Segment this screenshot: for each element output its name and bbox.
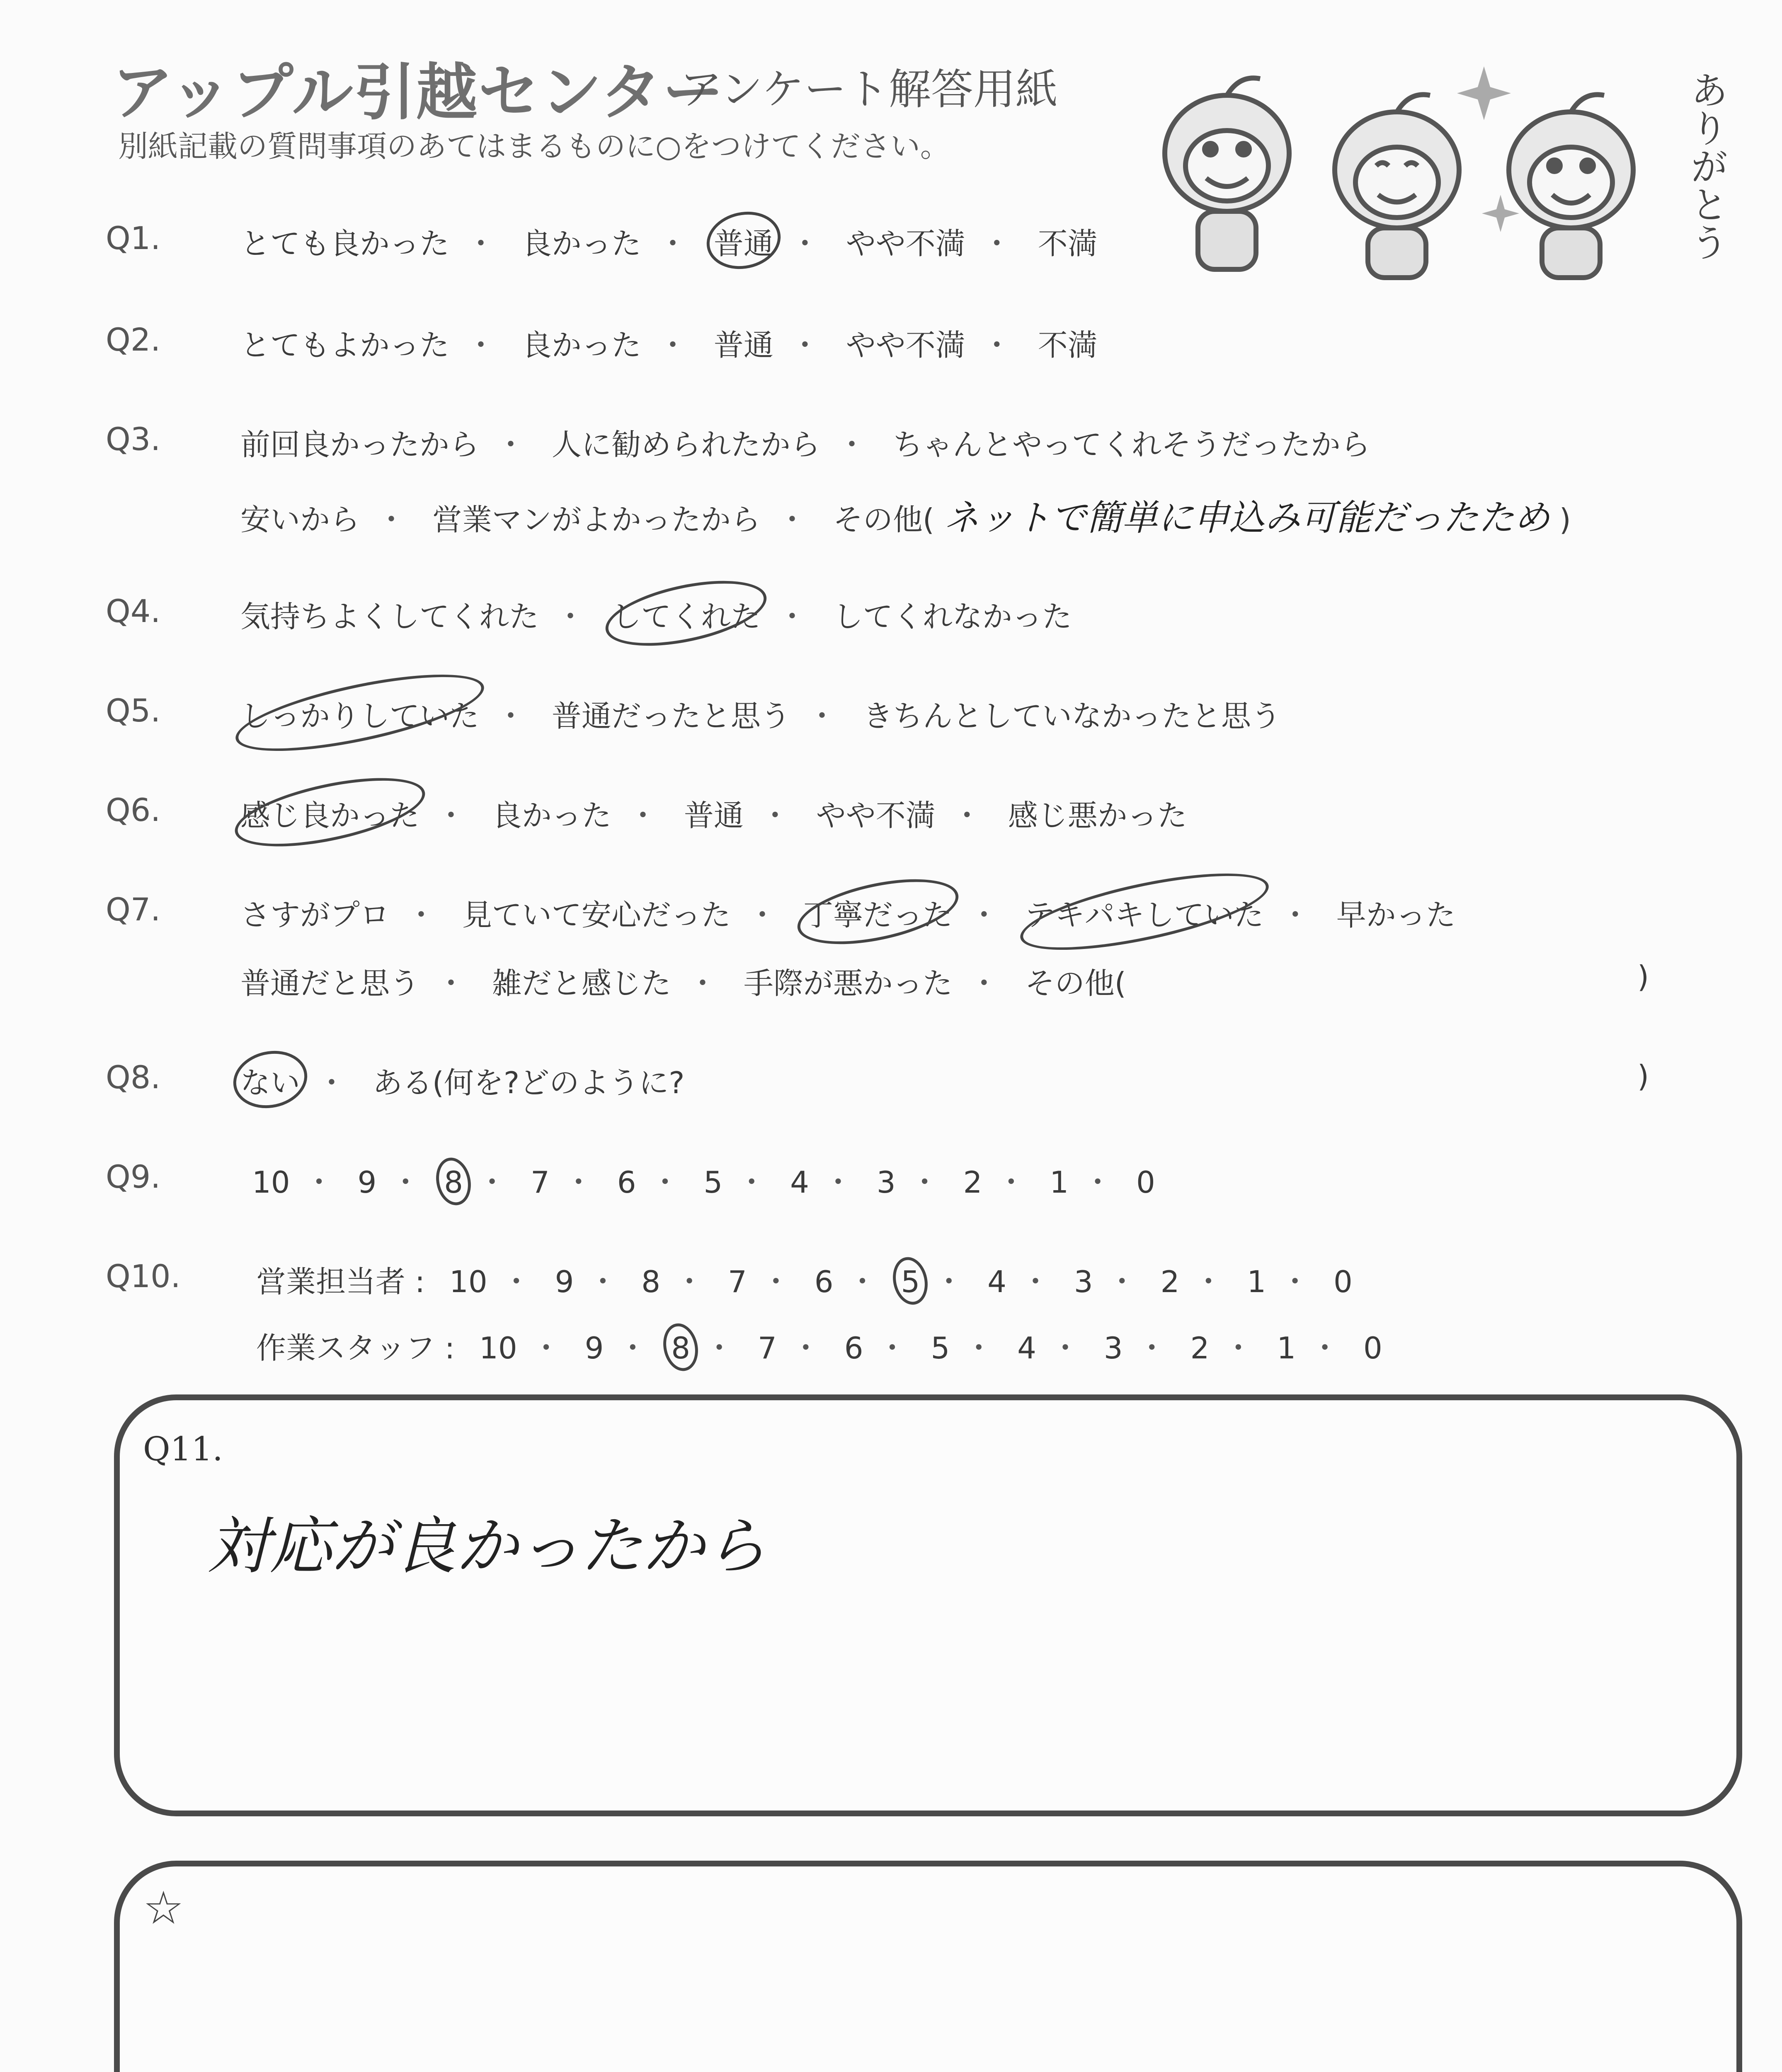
q6-options: 感じ良かった ・ 良かった ・ 普通 ・ やや不満 ・ 感じ悪かった xyxy=(240,792,1187,835)
q9-score-4[interactable]: 4 xyxy=(790,1165,809,1200)
q6-option-2[interactable]: 良かった xyxy=(492,798,611,833)
q5-label: Q5. xyxy=(106,692,161,729)
q10-staff-3[interactable]: 3 xyxy=(1103,1331,1123,1365)
q8-options: ない ・ ある(何を?どのように? xyxy=(240,1059,684,1102)
q11-answer[interactable]: 対応が良かったから xyxy=(207,1510,767,1583)
q10-sales-8[interactable]: 8 xyxy=(641,1264,661,1299)
q8-option-1-selected[interactable]: ない xyxy=(240,1059,300,1102)
q10-sales-label: 営業担当者 : xyxy=(256,1264,425,1299)
q9-score-3[interactable]: 3 xyxy=(876,1165,896,1200)
q9-score-1[interactable]: 1 xyxy=(1050,1165,1069,1200)
q9-label: Q9. xyxy=(106,1158,161,1195)
q4-option-1[interactable]: 気持ちよくしてくれた xyxy=(240,599,539,634)
q9-score-2[interactable]: 2 xyxy=(963,1165,982,1200)
q7-label: Q7. xyxy=(106,891,161,928)
q2-option-2[interactable]: 良かった xyxy=(521,328,641,363)
q7-other-close: ) xyxy=(1637,959,1649,994)
q4-label: Q4. xyxy=(106,593,161,629)
q2-option-1[interactable]: とてもよかった xyxy=(240,328,450,363)
q3-other-close: ) xyxy=(1559,502,1571,537)
q2-label: Q2. xyxy=(106,321,161,358)
q3-option-2[interactable]: 人に勧められたから xyxy=(551,427,820,462)
q2-option-5[interactable]: 不満 xyxy=(1038,328,1098,363)
q3-option-4[interactable]: 安いから xyxy=(240,502,360,537)
q7-option-4-selected[interactable]: テキパキしていた xyxy=(1025,891,1264,934)
q10-sales-6[interactable]: 6 xyxy=(814,1264,834,1299)
q10-sales-2[interactable]: 2 xyxy=(1160,1264,1180,1299)
q1-option-1[interactable]: とても良かった xyxy=(240,226,450,261)
q9-score-10[interactable]: 10 xyxy=(252,1165,290,1200)
q3-other-answer[interactable]: ネットで簡単に申込み可能だったため xyxy=(943,497,1550,539)
q10-staff-4[interactable]: 4 xyxy=(1017,1331,1036,1365)
q10-staff-scale: 作業スタッフ : 10 ・ 9 ・ 8 ・ 7 ・ 6 ・ 5 ・ 4 ・ 3 ・ 2 ・ 1 ・ 0 xyxy=(249,1324,1390,1367)
q10-sales-9[interactable]: 9 xyxy=(555,1264,574,1299)
q7-option-2[interactable]: 見ていて安心だった xyxy=(462,898,731,932)
q1-label: Q1. xyxy=(106,220,161,257)
q3-option-1[interactable]: 前回良かったから xyxy=(240,427,480,462)
q7-option-3-selected[interactable]: 丁寧だった xyxy=(803,891,953,934)
q6-option-3[interactable]: 普通 xyxy=(684,798,744,833)
q10-staff-0[interactable]: 0 xyxy=(1363,1331,1382,1365)
q6-label: Q6. xyxy=(106,792,161,828)
instruction-text: 別紙記載の質問事項のあてはまるものに○をつけてください。 xyxy=(118,129,950,164)
q3-option-5[interactable]: 営業マンがよかったから xyxy=(432,502,761,537)
q4-option-2-selected[interactable]: してくれた xyxy=(611,593,761,636)
q10-sales-3[interactable]: 3 xyxy=(1074,1264,1093,1299)
q3-option-3[interactable]: ちゃんとやってくれそうだったから xyxy=(892,427,1370,462)
form-title: アンケート解答用紙 xyxy=(680,65,1058,114)
q10-sales-5-selected[interactable]: 5 xyxy=(901,1264,920,1299)
q6-option-1-selected[interactable]: 感じ良かった xyxy=(240,792,419,835)
q7-option-8[interactable]: 手際が悪かった xyxy=(743,966,953,1001)
q1-option-3-selected[interactable]: 普通 xyxy=(714,220,773,263)
q10-staff-label: 作業スタッフ : xyxy=(256,1331,455,1365)
q10-sales-7[interactable]: 7 xyxy=(728,1264,747,1299)
q7-options-line1: さすがプロ ・ 見ていて安心だった ・ 丁寧だった ・ テキパキしていた ・ 早かった xyxy=(240,891,1456,934)
q10-sales-4[interactable]: 4 xyxy=(987,1264,1006,1299)
q10-staff-10[interactable]: 10 xyxy=(479,1331,517,1365)
mascot-monkeys-icon xyxy=(1144,50,1683,282)
q10-label: Q10. xyxy=(106,1258,181,1295)
q3-options-line2: 安いから ・ 営業マンがよかったから ・ その他( ネットで簡単に申込み可能だったため ) xyxy=(240,489,1571,540)
q9-scale: 10 ・ 9 ・ 8 ・ 7 ・ 6 ・ 5 ・ 4 ・ 3 ・ 2 ・ 1 ・ 0 xyxy=(252,1165,1155,1200)
q10-sales-1[interactable]: 1 xyxy=(1247,1264,1266,1299)
q2-option-3[interactable]: 普通 xyxy=(713,328,773,363)
q8-option-2[interactable]: ある(何を?どのように? xyxy=(372,1065,685,1100)
q9-score-7[interactable]: 7 xyxy=(530,1165,550,1200)
q5-option-2[interactable]: 普通だったと思う xyxy=(551,699,790,733)
q9-score-5[interactable]: 5 xyxy=(703,1165,723,1200)
mascot-illustration xyxy=(1144,50,1724,282)
q9-score-0[interactable]: 0 xyxy=(1136,1165,1155,1200)
q10-staff-1[interactable]: 1 xyxy=(1277,1331,1296,1365)
q7-options-line2: 普通だと思う ・ 雑だと感じた ・ 手際が悪かった ・ その他( xyxy=(240,959,1126,1002)
q6-option-5[interactable]: 感じ悪かった xyxy=(1008,798,1187,833)
q10-sales-10[interactable]: 10 xyxy=(449,1264,487,1299)
q6-option-4[interactable]: やや不満 xyxy=(816,798,936,833)
q10-sales-0[interactable]: 0 xyxy=(1333,1264,1353,1299)
q9-score-8-selected[interactable]: 8 xyxy=(444,1165,463,1200)
q3-other-label: その他( xyxy=(833,502,934,537)
q3-options-line1: 前回良かったから ・ 人に勧められたから ・ ちゃんとやってくれそうだったから xyxy=(240,421,1370,464)
q2-option-4[interactable]: やや不満 xyxy=(846,328,965,363)
q5-option-3[interactable]: きちんとしていなかったと思う xyxy=(863,699,1281,733)
q7-option-7[interactable]: 雑だと感じた xyxy=(492,966,671,1001)
free-comment-box[interactable] xyxy=(114,1861,1742,2072)
company-title: アップル引越センター xyxy=(112,57,725,128)
q10-staff-8-selected[interactable]: 8 xyxy=(671,1331,691,1365)
q5-option-1-selected[interactable]: しっかりしていた xyxy=(240,692,479,735)
q8-label: Q8. xyxy=(106,1059,161,1096)
q1-option-4[interactable]: やや不満 xyxy=(846,226,965,261)
q11-comment-box[interactable] xyxy=(114,1394,1742,1816)
q8-close: ) xyxy=(1637,1059,1649,1094)
q4-option-3[interactable]: してくれなかった xyxy=(833,599,1072,634)
q1-option-5[interactable]: 不満 xyxy=(1038,226,1098,261)
q11-label: Q11. xyxy=(143,1430,223,1468)
q1-options: とても良かった ・ 良かった ・ 普通 ・ やや不満 ・ 不満 xyxy=(240,220,1098,263)
q10-staff-6[interactable]: 6 xyxy=(844,1331,863,1365)
q7-other-label: その他( xyxy=(1025,966,1126,1001)
q10-staff-9[interactable]: 9 xyxy=(584,1331,604,1365)
q10-staff-5[interactable]: 5 xyxy=(931,1331,950,1365)
q1-option-2[interactable]: 良かった xyxy=(521,226,641,261)
q5-options: しっかりしていた ・ 普通だったと思う ・ きちんとしていなかったと思う xyxy=(240,692,1281,735)
q10-staff-2[interactable]: 2 xyxy=(1190,1331,1210,1365)
q2-options: とてもよかった ・ 良かった ・ 普通 ・ やや不満 ・ 不満 xyxy=(240,321,1098,364)
q10-staff-7[interactable]: 7 xyxy=(758,1331,777,1365)
q7-option-5[interactable]: 早かった xyxy=(1336,898,1456,932)
q9-score-9[interactable]: 9 xyxy=(357,1165,377,1200)
q7-option-1[interactable]: さすがプロ xyxy=(240,898,390,932)
q4-options: 気持ちよくしてくれた ・ してくれた ・ してくれなかった xyxy=(240,593,1072,636)
mascot-caption: ありがとう xyxy=(1684,70,1729,261)
q10-sales-scale: 営業担当者 : 10 ・ 9 ・ 8 ・ 7 ・ 6 ・ 5 ・ 4 ・ 3 ・ 2 ・ 1 ・ 0 xyxy=(249,1258,1360,1301)
star-icon: ☆ xyxy=(143,1881,184,1934)
q9-score-6[interactable]: 6 xyxy=(617,1165,636,1200)
q7-option-6[interactable]: 普通だと思う xyxy=(240,966,420,1001)
q3-label: Q3. xyxy=(106,421,161,457)
